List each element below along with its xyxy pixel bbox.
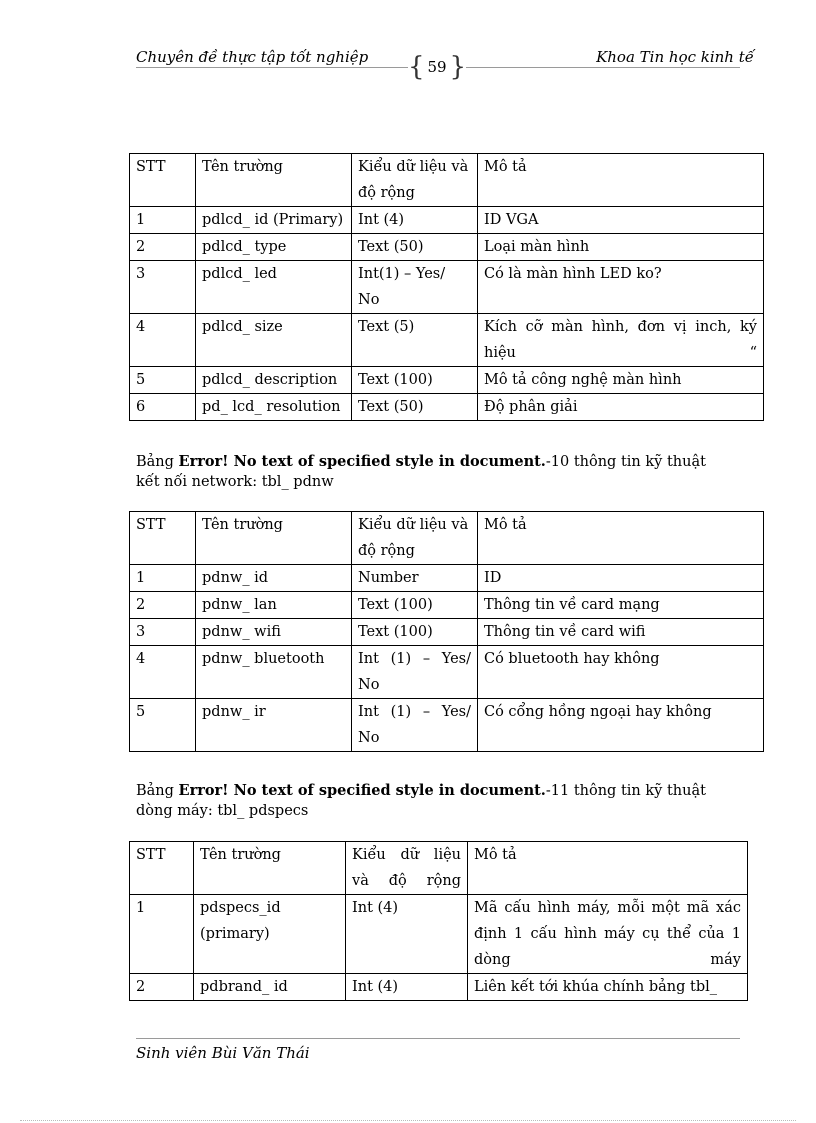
- cell-stt: 3: [130, 619, 196, 646]
- table-caption-network: [136, 452, 726, 492]
- caption-suffix: -10 thông tin kỹ thuật kết nối network: tbl_ pdnw: [136, 454, 706, 490]
- cell-field: pdnw_ lan: [196, 592, 352, 619]
- cell-field: pdbrand_ id: [194, 974, 346, 1001]
- right-brace-icon: }: [449, 52, 466, 82]
- cell-stt: 4: [130, 646, 196, 699]
- header-field-name: Tên trường: [194, 842, 346, 895]
- cell-stt: 5: [130, 699, 196, 752]
- page-bottom-dotted-line: [20, 1120, 796, 1121]
- cell-field: pdlcd_ led: [196, 261, 352, 314]
- table-row: [130, 565, 764, 592]
- table-row: [130, 234, 764, 261]
- page-number-box: [408, 52, 466, 82]
- header-right-title: Khoa Tin học kinh tế: [596, 48, 754, 66]
- cell-type: Int (4): [352, 207, 478, 234]
- cell-desc: Thông tin về card mạng: [478, 592, 764, 619]
- cell-stt: 3: [130, 261, 196, 314]
- cell-field: pdnw_ id: [196, 565, 352, 592]
- table-row: [130, 367, 764, 394]
- cell-desc: Có là màn hình LED ko?: [478, 261, 764, 314]
- caption-error-text: Error! No text of specified style in document.: [178, 782, 546, 799]
- header-rule-right: [466, 67, 740, 68]
- left-brace-icon: {: [408, 52, 425, 82]
- cell-desc: Có bluetooth hay không: [478, 646, 764, 699]
- cell-desc: Có cổng hồng ngoại hay không: [478, 699, 764, 752]
- table-row: [130, 314, 764, 367]
- cell-desc: Độ phân giải: [478, 394, 764, 421]
- header-description: Mô tả: [478, 512, 764, 565]
- caption-prefix: Bảng: [136, 783, 179, 799]
- table-caption-pdspecs: [136, 781, 726, 821]
- cell-type: Int (4): [346, 974, 468, 1001]
- header-stt: STT: [130, 842, 194, 895]
- cell-desc: Mô tả công nghệ màn hình: [478, 367, 764, 394]
- header-data-type: Kiểu dữ liệu và độ rộng: [352, 154, 478, 207]
- cell-type: Text (100): [352, 367, 478, 394]
- header-rule-left: [136, 67, 408, 68]
- cell-type: Int (1) – Yes/ No: [352, 646, 478, 699]
- header-description: Mô tả: [478, 154, 764, 207]
- cell-field: pdnw_ wifi: [196, 619, 352, 646]
- header-field-name: Tên trường: [196, 512, 352, 565]
- cell-field: pdlcd_ type: [196, 234, 352, 261]
- cell-stt: 1: [130, 207, 196, 234]
- header-data-type: Kiểu dữ liệu và độ rộng: [352, 512, 478, 565]
- cell-type: Text (5): [352, 314, 478, 367]
- cell-stt: 2: [130, 974, 194, 1001]
- cell-stt: 1: [130, 895, 194, 974]
- header-field-name: Tên trường: [196, 154, 352, 207]
- cell-type: Text (50): [352, 234, 478, 261]
- cell-desc: Kích cỡ màn hình, đơn vị inch, ký hiệu “: [478, 314, 764, 367]
- cell-stt: 1: [130, 565, 196, 592]
- header-stt: STT: [130, 154, 196, 207]
- cell-stt: 4: [130, 314, 196, 367]
- cell-desc: Mã cấu hình máy, mỗi một mã xác định 1 cấu hình máy cụ thể của 1 dòng máy: [468, 895, 748, 974]
- table-row: [130, 699, 764, 752]
- table-row: [130, 895, 748, 974]
- cell-desc: Thông tin về card wifi: [478, 619, 764, 646]
- table-header-row: [130, 154, 764, 207]
- cell-field: pdlcd_ id (Primary): [196, 207, 352, 234]
- cell-desc: Liên kết tới khúa chính bảng tbl_: [468, 974, 748, 1001]
- caption-prefix: Bảng: [136, 454, 179, 470]
- table-row: [130, 394, 764, 421]
- footer-author: Sinh viên Bùi Văn Thái: [136, 1044, 310, 1062]
- cell-stt: 2: [130, 592, 196, 619]
- network-spec-table: [129, 511, 764, 752]
- cell-stt: 6: [130, 394, 196, 421]
- footer-rule: [136, 1038, 740, 1039]
- cell-field: pdnw_ bluetooth: [196, 646, 352, 699]
- cell-type: Text (100): [352, 619, 478, 646]
- table-header-row: [130, 512, 764, 565]
- cell-field: pd_ lcd_ resolution: [196, 394, 352, 421]
- cell-desc: Loại màn hình: [478, 234, 764, 261]
- table-header-row: [130, 842, 748, 895]
- lcd-spec-table: [129, 153, 764, 421]
- cell-field: pdlcd_ description: [196, 367, 352, 394]
- cell-stt: 5: [130, 367, 196, 394]
- cell-field: pdnw_ ir: [196, 699, 352, 752]
- cell-type: Int(1) – Yes/ No: [352, 261, 478, 314]
- cell-desc: ID VGA: [478, 207, 764, 234]
- table-row: [130, 261, 764, 314]
- page-number: 59: [427, 58, 447, 76]
- cell-type: Text (50): [352, 394, 478, 421]
- table-row: [130, 207, 764, 234]
- cell-field: pdspecs_id (primary): [194, 895, 346, 974]
- cell-desc: ID: [478, 565, 764, 592]
- header-left-title: Chuyên đề thực tập tốt nghiệp: [136, 48, 369, 66]
- pdspecs-table: [129, 841, 748, 1001]
- table-row: [130, 974, 748, 1001]
- table-row: [130, 619, 764, 646]
- header-data-type: Kiểu dữ liệu và độ rộng: [346, 842, 468, 895]
- table-row: [130, 592, 764, 619]
- caption-error-text: Error! No text of specified style in document.: [178, 453, 546, 470]
- caption-suffix: -11 thông tin kỹ thuật dòng máy: tbl_ pdspecs: [136, 783, 706, 819]
- table-row: [130, 646, 764, 699]
- header-description: Mô tả: [468, 842, 748, 895]
- cell-type: Int (1) – Yes/ No: [352, 699, 478, 752]
- cell-type: Text (100): [352, 592, 478, 619]
- cell-field: pdlcd_ size: [196, 314, 352, 367]
- cell-type: Int (4): [346, 895, 468, 974]
- cell-stt: 2: [130, 234, 196, 261]
- header-stt: STT: [130, 512, 196, 565]
- cell-type: Number: [352, 565, 478, 592]
